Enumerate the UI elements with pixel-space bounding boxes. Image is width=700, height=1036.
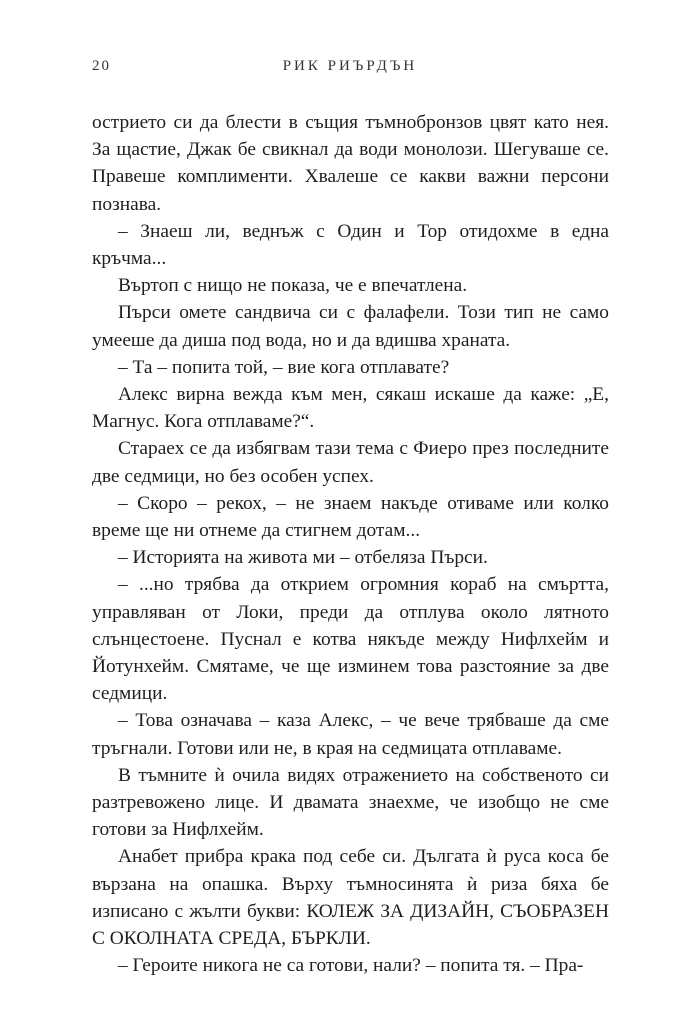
paragraph: Анабет прибра крака под себе си. Дългата ѝ руса коса бе вързана на опашка. Върху тъмносинята ѝ риза бяха бе изписано с жълти букви: КОЛЕЖ ЗА ДИЗАЙН, СЪОБРАЗЕН С ОКОЛНАТА СРЕДА, БЪРКЛИ.: [92, 846, 609, 950]
paragraph: Стараех се да избягвам тази тема с Фиеро през последните две седмици, но без особен успех.: [92, 438, 609, 487]
page-header: [0, 58, 700, 82]
paragraph: – Та – попита той, – вие кога отплавате?: [118, 356, 450, 378]
paragraph: острието си да блести в същия тъмнобронзов цвят като нея. За щастие, Джак бе свикнал да води монолози. Шегуваше се. Правеше комплименти. Хвалеше се какви важни персони познава.: [92, 112, 609, 215]
paragraph: – Скоро – рекох, – не знаем накъде отиваме или колко време ще ни отнеме да стигнем дотам...: [92, 492, 609, 542]
page-number: 20: [92, 58, 111, 74]
paragraph: – Това означава – каза Алекс, – че вече трябваше да сме тръгнали. Готови или не, в края на седмицата отплаваме.: [92, 710, 609, 759]
paragraph: – ...но трябва да открием огромния кораб на смъртта, управляван от Локи, преди да отплува около лятното слънцестоене. Пуснал е котва някъде между Нифлхейм и Йотунхейм. Смятаме, че ще изминем това разстояние за две седмици.: [92, 574, 609, 705]
running-head-author: РИК РИЪРДЪН: [282, 58, 418, 74]
paragraph: – Героите никога не са готови, нали? – попита тя. – Пра-: [118, 955, 584, 977]
paragraph: Въртоп с нищо не показа, че е впечатлена.: [118, 275, 468, 297]
paragraph: – Знаеш ли, веднъж с Один и Тор отидохме в една кръчма...: [92, 220, 609, 270]
paragraph: В тъмните ѝ очила видях отражението на собственото си разтревожено лице. И двамата знаехме, че изобщо не сме готови за Нифлхейм.: [92, 764, 609, 841]
body-text: [92, 109, 609, 980]
paragraph: Алекс вирна вежда към мен, сякаш искаше да каже: „Е, Магнус. Кога отплаваме?“.: [92, 384, 609, 433]
paragraph: – Историята на живота ми – отбеляза Пърси.: [118, 547, 488, 569]
paragraph: Пърси омете сандвича си с фалафели. Този тип не само умееше да диша под вода, но и да вдишва храната.: [92, 302, 609, 351]
